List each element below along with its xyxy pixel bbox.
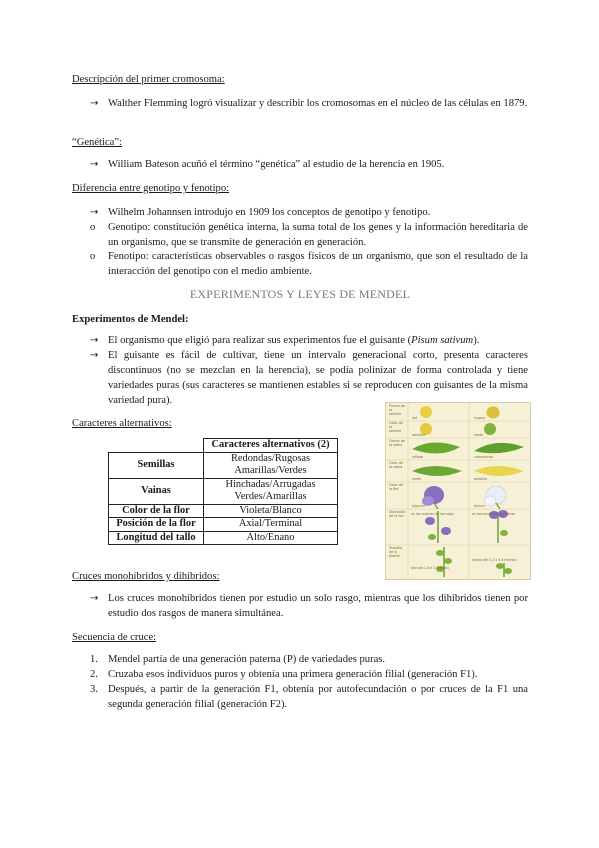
arrow-icon: → [90,159,99,170]
list-item [90,591,528,621]
pea-traits-figure [385,402,531,580]
cell-value: Redondas/Rugosas [230,452,311,464]
item-text: William Bateson acuñó el término “genética” al estudio de la herencia en 1905. [108,159,445,170]
heading-cruces: Cruces monohíbridos y dihíbridos: [72,571,220,582]
item-text: El guisante es fácil de cultivar, tiene un intervalo generacional corto, presenta caracteres discontinuos (no se mezclan en la herencia), se podía polinizar de forma controlada y tiene variedades puras (sus caracteres se mantienen estables si se reproducen con guisantes de la misma variedad pura). [108,350,528,406]
row-label: Posición de la flor [109,518,204,532]
row-label: Vainas [109,478,204,504]
row-label: Longitud del tallo [109,531,204,545]
table-cell [204,478,338,504]
yellow-pod-icon [474,466,524,476]
item-text [108,333,528,348]
item-text: Mendel partía de una generación paterna (P) de variedades puras. [108,654,386,665]
section-title: EXPERIMENTOS Y LEYES DE MENDEL [189,287,411,301]
item-text: Wilhelm Johannsen introdujo en 1909 los conceptos de genotipo y fenotipo. [108,207,431,218]
table-cell: Axial/Terminal [204,518,338,532]
pea-traits-illustration [386,403,530,579]
caption: comprimida [474,455,493,459]
arrow-icon: → [90,335,99,346]
list-item [90,157,528,172]
caption: púrpura [412,504,425,508]
item-text: Genotipo: constitución genética interna, la suma total de los genes y la información hereditaria de un organismo, que se transmite de generación en generación. [108,222,528,248]
green-seed-icon [484,423,496,435]
list-item [90,652,528,667]
figure-row-label: Color de la vaina [389,461,404,469]
row-label: Semillas [109,452,204,478]
caption: inflada [412,455,423,459]
list-item [90,96,528,126]
inflated-pod-icon [412,442,460,453]
heading-experimentos: Experimentos de Mendel: [72,314,189,325]
figure-row-label: Tamaño de la planta [389,546,403,558]
circle-bullet-icon: o [90,251,96,262]
table-row [109,478,338,504]
arrow-icon: → [90,207,99,218]
list-number: 3. [90,684,98,695]
white-flower-icon [484,486,506,509]
table-row [109,518,338,532]
list-item [90,667,528,682]
caption: blanca [474,504,485,508]
list-item [90,333,528,348]
caption: verde [412,477,422,481]
list-number: 2. [90,669,98,680]
heading-secuencia: Secuencia de cruce: [72,632,157,643]
caption: amarilla [412,433,425,437]
cell-value: Hinchadas/Arrugadas [225,478,316,490]
table-cell [204,452,338,478]
list-item [90,205,528,220]
table-cell: Violeta/Blanco [204,504,338,518]
table-header: Caracteres alternativos (2) [204,439,338,453]
item-text-part: El organismo que eligió para realizar sus experimentos fue el guisante ( [108,335,412,346]
figure-row-label: Forma de la semilla [389,404,405,416]
list-item [90,348,528,408]
heading-caracteres: Caracteres alternativos: [72,418,172,429]
caption: rugosa [474,416,485,420]
list-item [90,220,528,250]
caption: amarilla [474,477,487,481]
arrow-icon: → [90,350,99,361]
table-row [109,504,338,518]
list-number: 1. [90,654,98,665]
species-name: Pisum sativum [411,335,474,346]
round-seed-icon [420,406,432,418]
row-label: Color de la flor [109,504,204,518]
caption: en las puntas de las ramas [472,512,515,516]
table-row [109,531,338,545]
table-row [109,439,338,453]
tall-plant-icon [436,547,452,577]
table-cell: Alto/Enano [204,531,338,545]
figure-row-label: Color de la flor [389,483,404,491]
dwarf-plant-icon [496,563,512,577]
alternative-traits-table [108,438,338,545]
figure-row-label: Ubicación de la flor [389,510,406,518]
arrow-icon: → [90,593,99,604]
item-text: Walther Flemming logró visualizar y describir los cromosomas en el núcleo de las células en 1879. [108,98,528,109]
circle-bullet-icon: o [90,222,96,233]
list-item [90,682,528,712]
caption: en las uniones de las hojas [411,512,455,516]
item-text: Después, a partir de la generación F1, obtenía por autofecundación o por cruces de la F1 una segunda generación filial (generación F2). [108,684,528,710]
arrow-icon: → [90,98,99,109]
caption: alta (de 1.8 a 2 metros) [411,566,449,570]
heading-genetica: “Genética”: [72,137,122,148]
heading-genotipo-fenotipo: Diferencia entre genotipo y fenotipo: [72,183,230,194]
constricted-pod-icon [474,443,524,453]
caption: verde [474,433,484,437]
table-row [109,452,338,478]
item-text: Cruzaba esos individuos puros y obtenía una primera generación filial (generación F1). [108,669,478,680]
item-text-part: ). [473,335,480,346]
item-text: Los cruces monohíbridos tienen por estudio un solo rasgo, mientras que los dihíbridos tienen por estudio dos rasgos de manera simultánea. [108,593,528,619]
wrinkled-seed-icon [486,406,499,418]
green-pod-icon [412,466,462,476]
caption: lisa [412,416,418,420]
figure-row-label: Color de la semilla [389,421,404,433]
figure-row-label: Forma de la vaina [389,439,405,447]
caption: enana (de 0.2 a 0.4 metros) [472,558,517,562]
cell-value: Amarillas/Verdes [234,465,307,476]
heading-primer-cromosoma: Descripción del primer cromosoma: [72,74,225,85]
list-item [90,249,528,279]
table-corner [109,439,204,453]
purple-flower-icon [422,486,444,509]
item-text: Fenotipo: características observables o rasgos físicos de un organismo, que son el resultado de la interacción del genotipo con el medio ambiente. [108,251,528,277]
cell-value: Verdes/Amarillas [234,491,307,502]
